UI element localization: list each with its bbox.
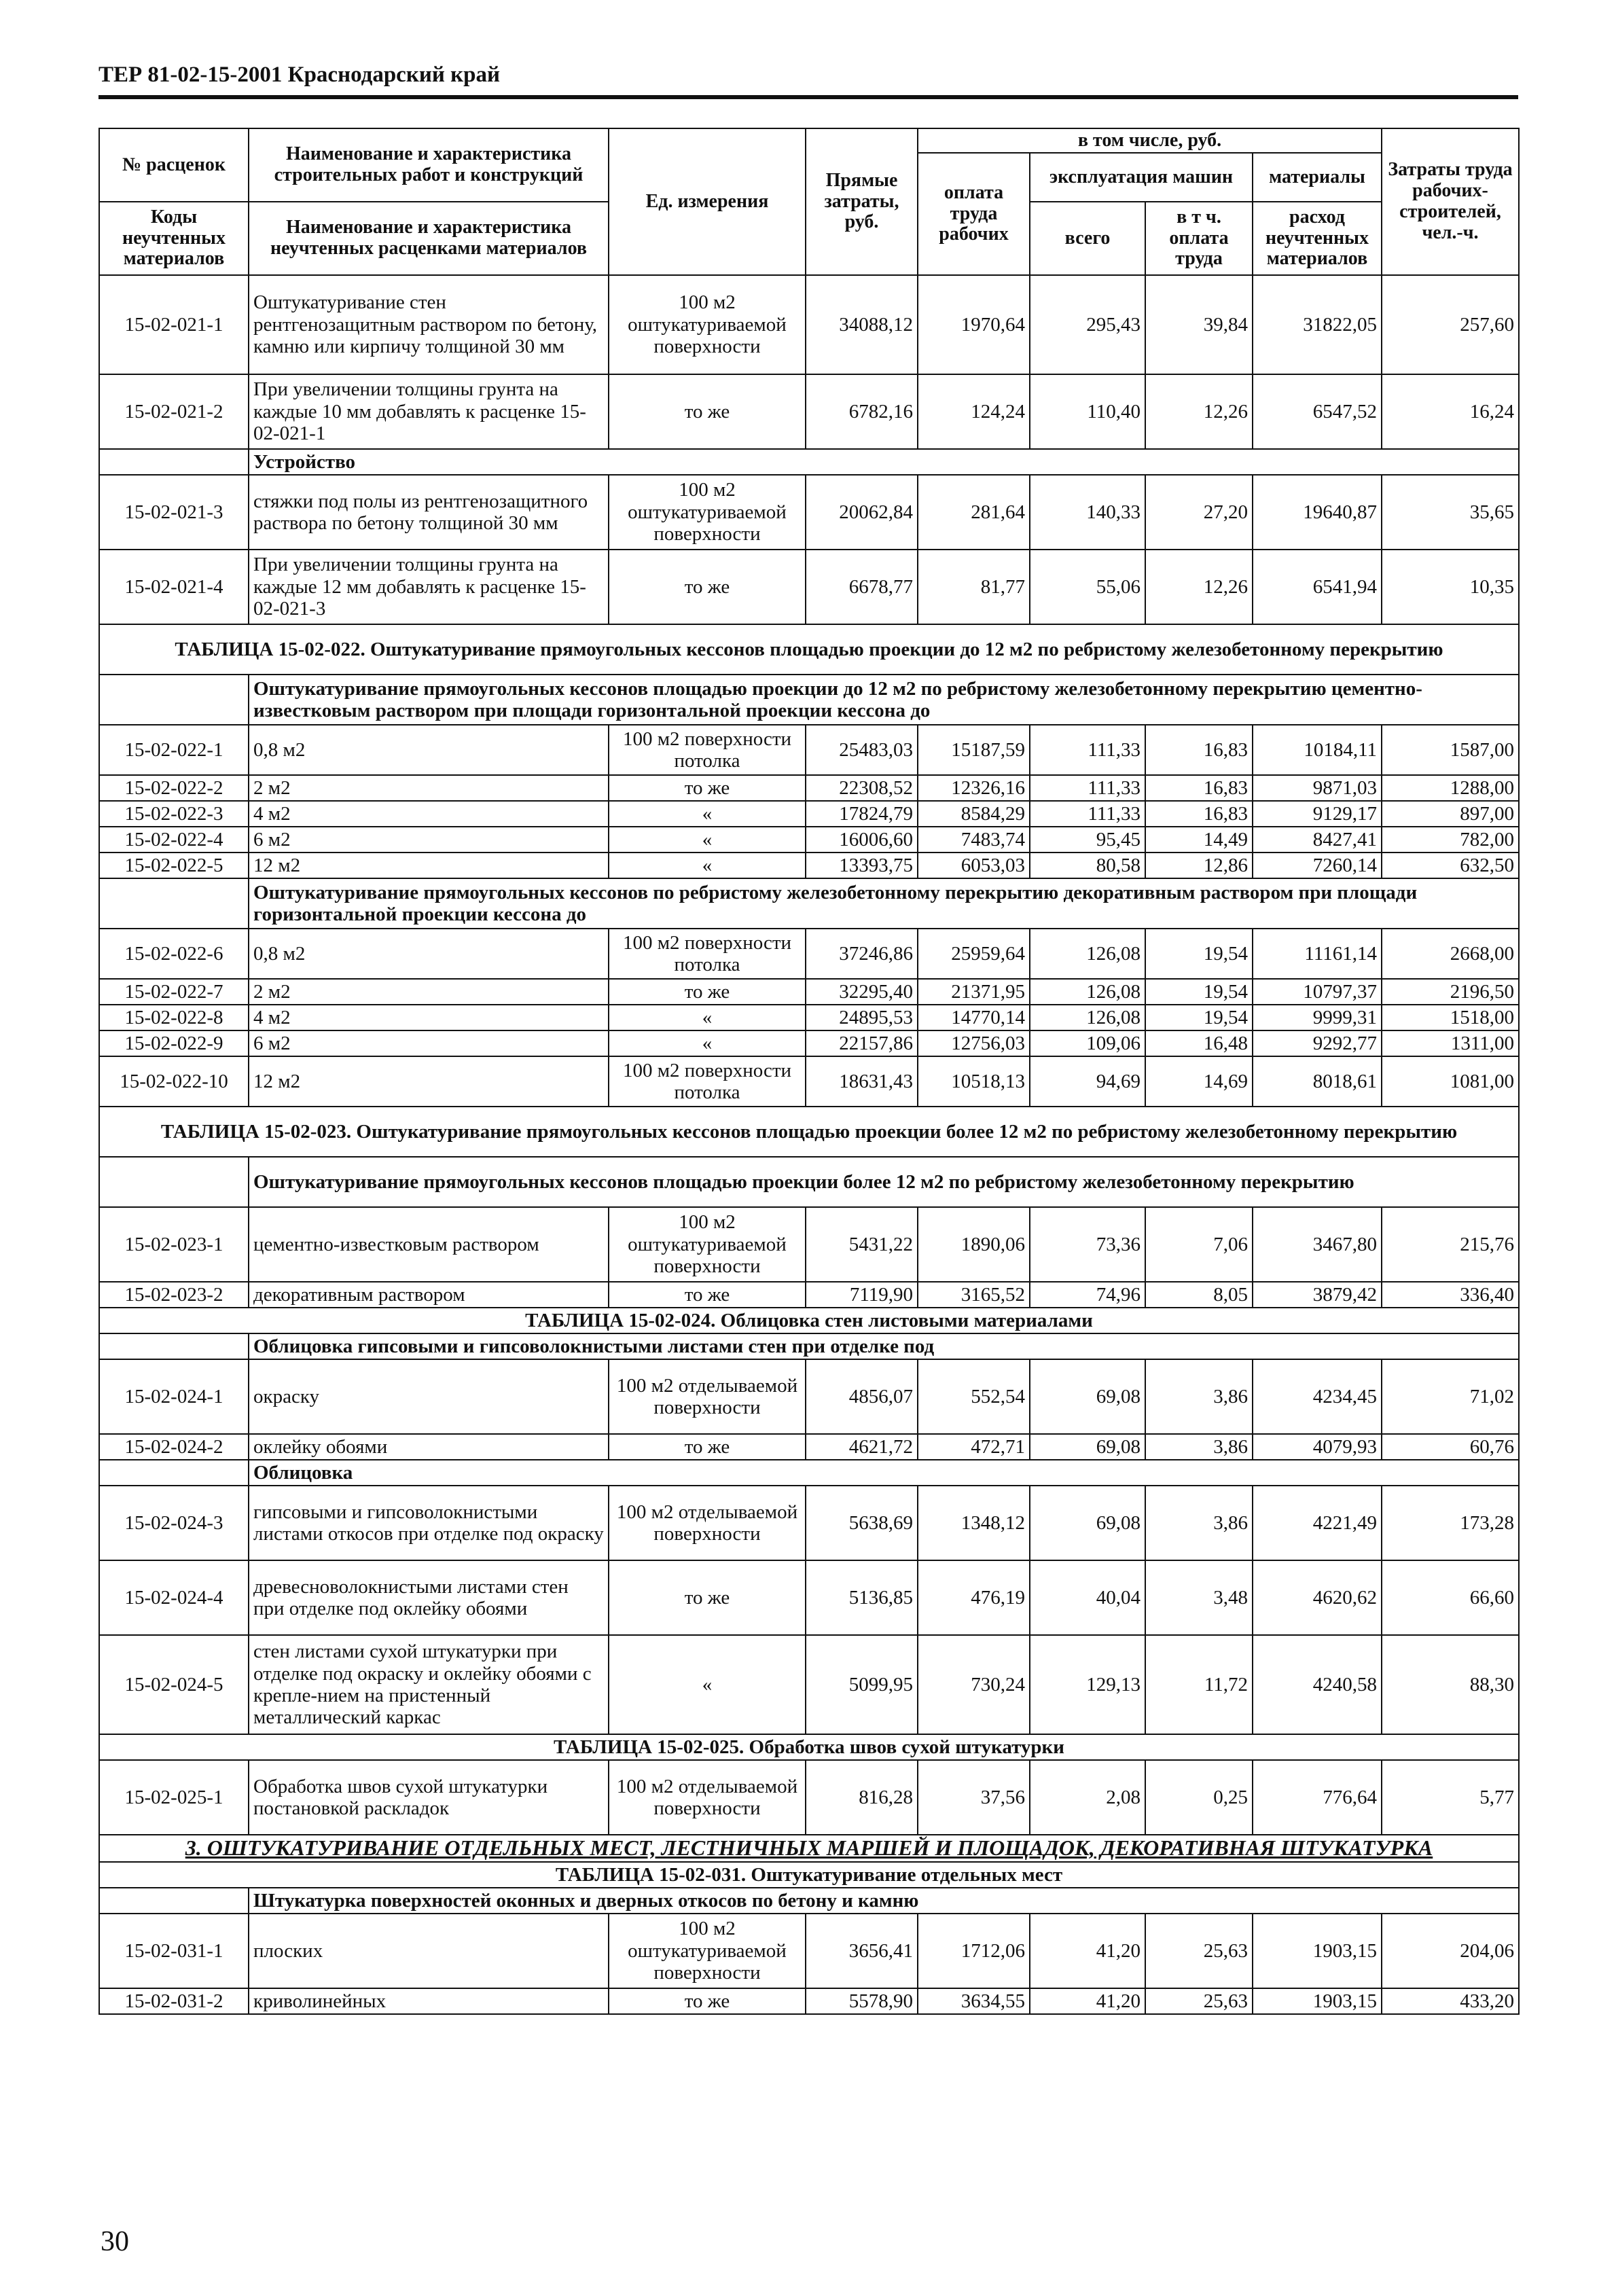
rate-code-cell: 15-02-022-7: [99, 979, 249, 1005]
machines-total-cell: 55,06: [1030, 550, 1145, 624]
work-name-cell: Оштукатуривание стен рентгенозащитным раствором по бетону, камню или кирпичу толщиной 30 мм: [249, 275, 609, 374]
header-workers-pay: оплата труда рабочих: [918, 153, 1030, 275]
empty-code-cell: [99, 1157, 249, 1207]
direct-costs-cell: 6782,16: [806, 374, 918, 449]
group-heading: Штукатурка поверхностей оконных и дверных откосов по бетону и камню: [249, 1888, 1519, 1914]
work-name-cell: оклейку обоями: [249, 1434, 609, 1460]
work-name-cell: криволинейных: [249, 1988, 609, 2014]
labor-costs-cell: 2196,50: [1382, 979, 1519, 1005]
labor-costs-cell: 433,20: [1382, 1988, 1519, 2014]
machines-total-cell: 80,58: [1030, 853, 1145, 878]
page-header: ТЕР 81-02-15-2001 Краснодарский край: [98, 62, 501, 87]
machines-total-cell: 2,08: [1030, 1760, 1145, 1835]
machines-pay-cell: 3,86: [1145, 1486, 1253, 1560]
machines-total-cell: 295,43: [1030, 275, 1145, 374]
rate-code-cell: 15-02-023-1: [99, 1207, 249, 1282]
header-labor-costs: Затраты труда рабочих-строителей, чел.-ч.: [1382, 128, 1519, 275]
direct-costs-cell: 6678,77: [806, 550, 918, 624]
rate-code-cell: 15-02-024-1: [99, 1359, 249, 1434]
unit-cell: то же: [609, 1282, 806, 1308]
table-row: [99, 775, 1519, 801]
machines-pay-cell: 16,83: [1145, 775, 1253, 801]
machines-pay-cell: 16,83: [1145, 725, 1253, 775]
workers-pay-cell: 476,19: [918, 1560, 1030, 1635]
machines-pay-cell: 12,86: [1145, 853, 1253, 878]
direct-costs-cell: 22308,52: [806, 775, 918, 801]
workers-pay-cell: 12326,16: [918, 775, 1030, 801]
table-row: [99, 929, 1519, 979]
materials-cost-cell: 1903,15: [1253, 1914, 1382, 1988]
direct-costs-cell: 22157,86: [806, 1030, 918, 1056]
machines-pay-cell: 27,20: [1145, 475, 1253, 550]
unit-cell: то же: [609, 374, 806, 449]
empty-code-cell: [99, 449, 249, 475]
labor-costs-cell: 2668,00: [1382, 929, 1519, 979]
table-row: [99, 1359, 1519, 1434]
workers-pay-cell: 15187,59: [918, 725, 1030, 775]
empty-code-cell: [99, 878, 249, 929]
empty-code-cell: [99, 675, 249, 725]
direct-costs-cell: 16006,60: [806, 827, 918, 853]
machines-pay-cell: 25,63: [1145, 1988, 1253, 2014]
workers-pay-cell: 472,71: [918, 1434, 1030, 1460]
work-name-cell: стен листами сухой штукатурки при отделке под окраску и оклейку обоями с крепле-нием на пристенный металлический каркас: [249, 1635, 609, 1734]
machines-pay-cell: 8,05: [1145, 1282, 1253, 1308]
table-row: [99, 1434, 1519, 1460]
direct-costs-cell: 25483,03: [806, 725, 918, 775]
work-name-cell: цементно-известковым раствором: [249, 1207, 609, 1282]
machines-pay-cell: 16,48: [1145, 1030, 1253, 1056]
machines-total-cell: 69,08: [1030, 1359, 1145, 1434]
table-row: [99, 475, 1519, 550]
rate-code-cell: 15-02-022-9: [99, 1030, 249, 1056]
workers-pay-cell: 124,24: [918, 374, 1030, 449]
work-name-cell: 6 м2: [249, 827, 609, 853]
work-name-cell: 0,8 м2: [249, 725, 609, 775]
rate-code-cell: 15-02-021-4: [99, 550, 249, 624]
unit-cell: 100 м2 поверхности потолка: [609, 929, 806, 979]
workers-pay-cell: 7483,74: [918, 827, 1030, 853]
unit-cell: 100 м2 оштукатуриваемой поверхности: [609, 475, 806, 550]
machines-pay-cell: 3,48: [1145, 1560, 1253, 1635]
materials-cost-cell: 4620,62: [1253, 1560, 1382, 1635]
rate-code-cell: 15-02-021-3: [99, 475, 249, 550]
machines-pay-cell: 19,54: [1145, 1005, 1253, 1030]
workers-pay-cell: 730,24: [918, 1635, 1030, 1734]
machines-total-cell: 95,45: [1030, 827, 1145, 853]
rate-code-cell: 15-02-022-4: [99, 827, 249, 853]
group-row: [99, 1157, 1519, 1207]
unit-cell: 100 м2 поверхности потолка: [609, 1056, 806, 1107]
direct-costs-cell: 5578,90: [806, 1988, 918, 2014]
machines-total-cell: 69,08: [1030, 1434, 1145, 1460]
direct-costs-cell: 20062,84: [806, 475, 918, 550]
labor-costs-cell: 71,02: [1382, 1359, 1519, 1434]
empty-code-cell: [99, 1460, 249, 1486]
machines-pay-cell: 3,86: [1145, 1434, 1253, 1460]
machines-total-cell: 111,33: [1030, 801, 1145, 827]
workers-pay-cell: 21371,95: [918, 979, 1030, 1005]
table-title: ТАБЛИЦА 15-02-031. Оштукатуривание отдельных мест: [99, 1862, 1519, 1888]
workers-pay-cell: 81,77: [918, 550, 1030, 624]
work-name-cell: 4 м2: [249, 801, 609, 827]
group-heading: Облицовка: [249, 1460, 1519, 1486]
workers-pay-cell: 8584,29: [918, 801, 1030, 827]
rate-code-cell: 15-02-023-2: [99, 1282, 249, 1308]
rate-code-cell: 15-02-022-3: [99, 801, 249, 827]
header-including: в том числе, руб.: [918, 128, 1382, 153]
direct-costs-cell: 5638,69: [806, 1486, 918, 1560]
table-row: [99, 374, 1519, 449]
direct-costs-cell: 5099,95: [806, 1635, 918, 1734]
header-name-bottom: Наименование и характеристика неучтенных расценками материалов: [249, 202, 609, 275]
work-name-cell: 2 м2: [249, 775, 609, 801]
unit-cell: то же: [609, 1434, 806, 1460]
direct-costs-cell: 24895,53: [806, 1005, 918, 1030]
table-row: [99, 1282, 1519, 1308]
header-machines-pay: в т ч. оплата труда: [1145, 202, 1253, 275]
workers-pay-cell: 1348,12: [918, 1486, 1030, 1560]
header-direct-costs: Прямые затраты, руб.: [806, 128, 918, 275]
header-materials: материалы: [1253, 153, 1382, 202]
rate-code-cell: 15-02-024-5: [99, 1635, 249, 1734]
header-machines-total: всего: [1030, 202, 1145, 275]
group-heading: Облицовка гипсовыми и гипсоволокнистыми листами стен при отделке под: [249, 1333, 1519, 1359]
group-row: [99, 675, 1519, 725]
table-row: [99, 827, 1519, 853]
rate-code-cell: 15-02-024-3: [99, 1486, 249, 1560]
group-heading: Устройство: [249, 449, 1519, 475]
table-body: [99, 275, 1519, 2014]
group-row: [99, 1888, 1519, 1914]
materials-cost-cell: 9871,03: [1253, 775, 1382, 801]
work-name-cell: 6 м2: [249, 1030, 609, 1056]
direct-costs-cell: 4621,72: [806, 1434, 918, 1460]
page-number: 30: [101, 2226, 129, 2257]
materials-cost-cell: 6547,52: [1253, 374, 1382, 449]
table-row: [99, 1760, 1519, 1835]
section-row: [99, 1835, 1519, 1862]
work-name-cell: Обработка швов сухой штукатурки постановкой раскладок: [249, 1760, 609, 1835]
materials-cost-cell: 776,64: [1253, 1760, 1382, 1835]
table-row: [99, 1988, 1519, 2014]
labor-costs-cell: 782,00: [1382, 827, 1519, 853]
workers-pay-cell: 1890,06: [918, 1207, 1030, 1282]
labor-costs-cell: 1518,00: [1382, 1005, 1519, 1030]
unit-cell: то же: [609, 979, 806, 1005]
labor-costs-cell: 1288,00: [1382, 775, 1519, 801]
labor-costs-cell: 897,00: [1382, 801, 1519, 827]
rate-code-cell: 15-02-031-2: [99, 1988, 249, 2014]
rate-code-cell: 15-02-021-1: [99, 275, 249, 374]
work-name-cell: стяжки под полы из рентгенозащитного раствора по бетону толщиной 30 мм: [249, 475, 609, 550]
materials-cost-cell: 31822,05: [1253, 275, 1382, 374]
rate-code-cell: 15-02-021-2: [99, 374, 249, 449]
header-unit: Ед. измерения: [609, 128, 806, 275]
group-row: [99, 1460, 1519, 1486]
labor-costs-cell: 257,60: [1382, 275, 1519, 374]
machines-total-cell: 126,08: [1030, 929, 1145, 979]
direct-costs-cell: 816,28: [806, 1760, 918, 1835]
machines-pay-cell: 25,63: [1145, 1914, 1253, 1988]
table-row: [99, 1635, 1519, 1734]
machines-pay-cell: 0,25: [1145, 1760, 1253, 1835]
table-row: [99, 1056, 1519, 1107]
table-row: [99, 725, 1519, 775]
materials-cost-cell: 10797,37: [1253, 979, 1382, 1005]
unit-cell: «: [609, 801, 806, 827]
table-title-row: [99, 1734, 1519, 1760]
labor-costs-cell: 336,40: [1382, 1282, 1519, 1308]
unit-cell: 100 м2 оштукатуриваемой поверхности: [609, 1207, 806, 1282]
machines-pay-cell: 16,83: [1145, 801, 1253, 827]
table-row: [99, 1560, 1519, 1635]
work-name-cell: окраску: [249, 1359, 609, 1434]
direct-costs-cell: 17824,79: [806, 801, 918, 827]
machines-total-cell: 140,33: [1030, 475, 1145, 550]
work-name-cell: 2 м2: [249, 979, 609, 1005]
header-name-top: Наименование и характеристика строительных работ и конструкций: [249, 128, 609, 202]
machines-total-cell: 126,08: [1030, 1005, 1145, 1030]
machines-pay-cell: 14,49: [1145, 827, 1253, 853]
header-code-bottom: Коды неучтенных материалов: [99, 202, 249, 275]
work-name-cell: 12 м2: [249, 853, 609, 878]
rate-code-cell: 15-02-022-10: [99, 1056, 249, 1107]
workers-pay-cell: 10518,13: [918, 1056, 1030, 1107]
machines-total-cell: 40,04: [1030, 1560, 1145, 1635]
header-code-top: № расценок: [99, 128, 249, 202]
table-title: ТАБЛИЦА 15-02-024. Облицовка стен листовыми материалами: [99, 1308, 1519, 1333]
labor-costs-cell: 632,50: [1382, 853, 1519, 878]
labor-costs-cell: 204,06: [1382, 1914, 1519, 1988]
table-title-row: [99, 1308, 1519, 1333]
materials-cost-cell: 3467,80: [1253, 1207, 1382, 1282]
machines-pay-cell: 3,86: [1145, 1359, 1253, 1434]
machines-total-cell: 110,40: [1030, 374, 1145, 449]
machines-total-cell: 129,13: [1030, 1635, 1145, 1734]
group-row: [99, 878, 1519, 929]
unit-cell: «: [609, 853, 806, 878]
labor-costs-cell: 60,76: [1382, 1434, 1519, 1460]
table-row: [99, 1030, 1519, 1056]
direct-costs-cell: 37246,86: [806, 929, 918, 979]
machines-pay-cell: 11,72: [1145, 1635, 1253, 1734]
rate-code-cell: 15-02-022-8: [99, 1005, 249, 1030]
workers-pay-cell: 552,54: [918, 1359, 1030, 1434]
group-heading: Оштукатуривание прямоугольных кессонов по ребристому железобетонному перекрытию декоративным раствором при площади горизонтальной проекции кессона до: [249, 878, 1519, 929]
machines-total-cell: 41,20: [1030, 1988, 1145, 2014]
materials-cost-cell: 10184,11: [1253, 725, 1382, 775]
workers-pay-cell: 25959,64: [918, 929, 1030, 979]
group-row: [99, 449, 1519, 475]
unit-cell: то же: [609, 550, 806, 624]
workers-pay-cell: 1712,06: [918, 1914, 1030, 1988]
unit-cell: 100 м2 оштукатуриваемой поверхности: [609, 275, 806, 374]
direct-costs-cell: 32295,40: [806, 979, 918, 1005]
machines-pay-cell: 19,54: [1145, 979, 1253, 1005]
empty-code-cell: [99, 1888, 249, 1914]
labor-costs-cell: 215,76: [1382, 1207, 1519, 1282]
materials-cost-cell: 4079,93: [1253, 1434, 1382, 1460]
materials-cost-cell: 9999,31: [1253, 1005, 1382, 1030]
machines-total-cell: 94,69: [1030, 1056, 1145, 1107]
rate-code-cell: 15-02-031-1: [99, 1914, 249, 1988]
labor-costs-cell: 1081,00: [1382, 1056, 1519, 1107]
machines-pay-cell: 19,54: [1145, 929, 1253, 979]
machines-pay-cell: 7,06: [1145, 1207, 1253, 1282]
table-row: [99, 1207, 1519, 1282]
table-row: [99, 275, 1519, 374]
machines-total-cell: 74,96: [1030, 1282, 1145, 1308]
rate-code-cell: 15-02-024-4: [99, 1560, 249, 1635]
materials-cost-cell: 4240,58: [1253, 1635, 1382, 1734]
machines-total-cell: 73,36: [1030, 1207, 1145, 1282]
rate-code-cell: 15-02-022-6: [99, 929, 249, 979]
materials-cost-cell: 8427,41: [1253, 827, 1382, 853]
work-name-cell: плоских: [249, 1914, 609, 1988]
unit-cell: то же: [609, 1988, 806, 2014]
work-name-cell: При увеличении толщины грунта на каждые 10 мм добавлять к расценке 15-02-021-1: [249, 374, 609, 449]
workers-pay-cell: 12756,03: [918, 1030, 1030, 1056]
group-heading: Оштукатуривание прямоугольных кессонов площадью проекции до 12 м2 по ребристому железобетонному перекрытию цементно-известковым раствором при площади горизонтальной проекции кессона до: [249, 675, 1519, 725]
materials-cost-cell: 11161,14: [1253, 929, 1382, 979]
table-row: [99, 1005, 1519, 1030]
table-title: ТАБЛИЦА 15-02-025. Обработка швов сухой штукатурки: [99, 1734, 1519, 1760]
work-name-cell: 0,8 м2: [249, 929, 609, 979]
rate-code-cell: 15-02-022-1: [99, 725, 249, 775]
materials-cost-cell: 8018,61: [1253, 1056, 1382, 1107]
unit-cell: 100 м2 отделываемой поверхности: [609, 1760, 806, 1835]
header-divider: [98, 95, 1518, 99]
materials-cost-cell: 19640,87: [1253, 475, 1382, 550]
machines-pay-cell: 12,26: [1145, 374, 1253, 449]
unit-cell: «: [609, 1030, 806, 1056]
unit-cell: то же: [609, 775, 806, 801]
rate-code-cell: 15-02-024-2: [99, 1434, 249, 1460]
work-name-cell: гипсовыми и гипсоволокнистыми листами откосов при отделке под окраску: [249, 1486, 609, 1560]
direct-costs-cell: 13393,75: [806, 853, 918, 878]
unit-cell: 100 м2 оштукатуриваемой поверхности: [609, 1914, 806, 1988]
unit-cell: «: [609, 1635, 806, 1734]
labor-costs-cell: 1587,00: [1382, 725, 1519, 775]
table-row: [99, 1914, 1519, 1988]
materials-cost-cell: 4221,49: [1253, 1486, 1382, 1560]
table-row: [99, 550, 1519, 624]
unit-cell: «: [609, 827, 806, 853]
work-name-cell: 12 м2: [249, 1056, 609, 1107]
direct-costs-cell: 34088,12: [806, 275, 918, 374]
direct-costs-cell: 5431,22: [806, 1207, 918, 1282]
workers-pay-cell: 3634,55: [918, 1988, 1030, 2014]
machines-total-cell: 109,06: [1030, 1030, 1145, 1056]
labor-costs-cell: 10,35: [1382, 550, 1519, 624]
materials-cost-cell: 9129,17: [1253, 801, 1382, 827]
table-title-row: [99, 1862, 1519, 1888]
table-row: [99, 853, 1519, 878]
direct-costs-cell: 7119,90: [806, 1282, 918, 1308]
table-title: ТАБЛИЦА 15-02-023. Оштукатуривание прямоугольных кессонов площадью проекции более 12 м2 по ребристому железобетонному перекрытию: [99, 1107, 1519, 1157]
labor-costs-cell: 66,60: [1382, 1560, 1519, 1635]
work-name-cell: древесноволокнистыми листами стен при отделке под оклейку обоями: [249, 1560, 609, 1635]
materials-cost-cell: 9292,77: [1253, 1030, 1382, 1056]
materials-cost-cell: 3879,42: [1253, 1282, 1382, 1308]
machines-total-cell: 69,08: [1030, 1486, 1145, 1560]
group-row: [99, 1333, 1519, 1359]
group-heading: Оштукатуривание прямоугольных кессонов площадью проекции более 12 м2 по ребристому железобетонному перекрытию: [249, 1157, 1519, 1207]
workers-pay-cell: 37,56: [918, 1760, 1030, 1835]
unit-cell: 100 м2 отделываемой поверхности: [609, 1359, 806, 1434]
work-name-cell: При увеличении толщины грунта на каждые 12 мм добавлять к расценке 15-02-021-3: [249, 550, 609, 624]
table-title-row: [99, 624, 1519, 675]
labor-costs-cell: 5,77: [1382, 1760, 1519, 1835]
materials-cost-cell: 7260,14: [1253, 853, 1382, 878]
machines-pay-cell: 12,26: [1145, 550, 1253, 624]
table-title: ТАБЛИЦА 15-02-022. Оштукатуривание прямоугольных кессонов площадью проекции до 12 м2 по ребристому железобетонному перекрытию: [99, 624, 1519, 675]
workers-pay-cell: 6053,03: [918, 853, 1030, 878]
direct-costs-cell: 4856,07: [806, 1359, 918, 1434]
empty-code-cell: [99, 1333, 249, 1359]
table-row: [99, 801, 1519, 827]
direct-costs-cell: 5136,85: [806, 1560, 918, 1635]
labor-costs-cell: 88,30: [1382, 1635, 1519, 1734]
rate-code-cell: 15-02-022-5: [99, 853, 249, 878]
unit-cell: 100 м2 отделываемой поверхности: [609, 1486, 806, 1560]
work-name-cell: 4 м2: [249, 1005, 609, 1030]
header-materials-unaccounted: расход неучтенных материалов: [1253, 202, 1382, 275]
machines-total-cell: 111,33: [1030, 775, 1145, 801]
workers-pay-cell: 281,64: [918, 475, 1030, 550]
labor-costs-cell: 173,28: [1382, 1486, 1519, 1560]
direct-costs-cell: 3656,41: [806, 1914, 918, 1988]
workers-pay-cell: 3165,52: [918, 1282, 1030, 1308]
machines-total-cell: 126,08: [1030, 979, 1145, 1005]
workers-pay-cell: 1970,64: [918, 275, 1030, 374]
direct-costs-cell: 18631,43: [806, 1056, 918, 1107]
unit-cell: «: [609, 1005, 806, 1030]
work-name-cell: декоративным раствором: [249, 1282, 609, 1308]
labor-costs-cell: 35,65: [1382, 475, 1519, 550]
table-row: [99, 979, 1519, 1005]
machines-total-cell: 111,33: [1030, 725, 1145, 775]
table-header: [99, 128, 1519, 275]
workers-pay-cell: 14770,14: [918, 1005, 1030, 1030]
rates-table: [98, 128, 1520, 2015]
labor-costs-cell: 16,24: [1382, 374, 1519, 449]
machines-pay-cell: 14,69: [1145, 1056, 1253, 1107]
unit-cell: 100 м2 поверхности потолка: [609, 725, 806, 775]
rate-code-cell: 15-02-025-1: [99, 1760, 249, 1835]
header-machines: эксплуатация машин: [1030, 153, 1253, 202]
materials-cost-cell: 1903,15: [1253, 1988, 1382, 2014]
machines-total-cell: 41,20: [1030, 1914, 1145, 1988]
labor-costs-cell: 1311,00: [1382, 1030, 1519, 1056]
materials-cost-cell: 4234,45: [1253, 1359, 1382, 1434]
table-title-row: [99, 1107, 1519, 1157]
section-title: 3. ОШТУКАТУРИВАНИЕ ОТДЕЛЬНЫХ МЕСТ, ЛЕСТНИЧНЫХ МАРШЕЙ И ПЛОЩАДОК, ДЕКОРАТИВНАЯ ШТУКАТУРКА: [99, 1835, 1519, 1862]
rate-code-cell: 15-02-022-2: [99, 775, 249, 801]
table-row: [99, 1486, 1519, 1560]
materials-cost-cell: 6541,94: [1253, 550, 1382, 624]
unit-cell: то же: [609, 1560, 806, 1635]
machines-pay-cell: 39,84: [1145, 275, 1253, 374]
